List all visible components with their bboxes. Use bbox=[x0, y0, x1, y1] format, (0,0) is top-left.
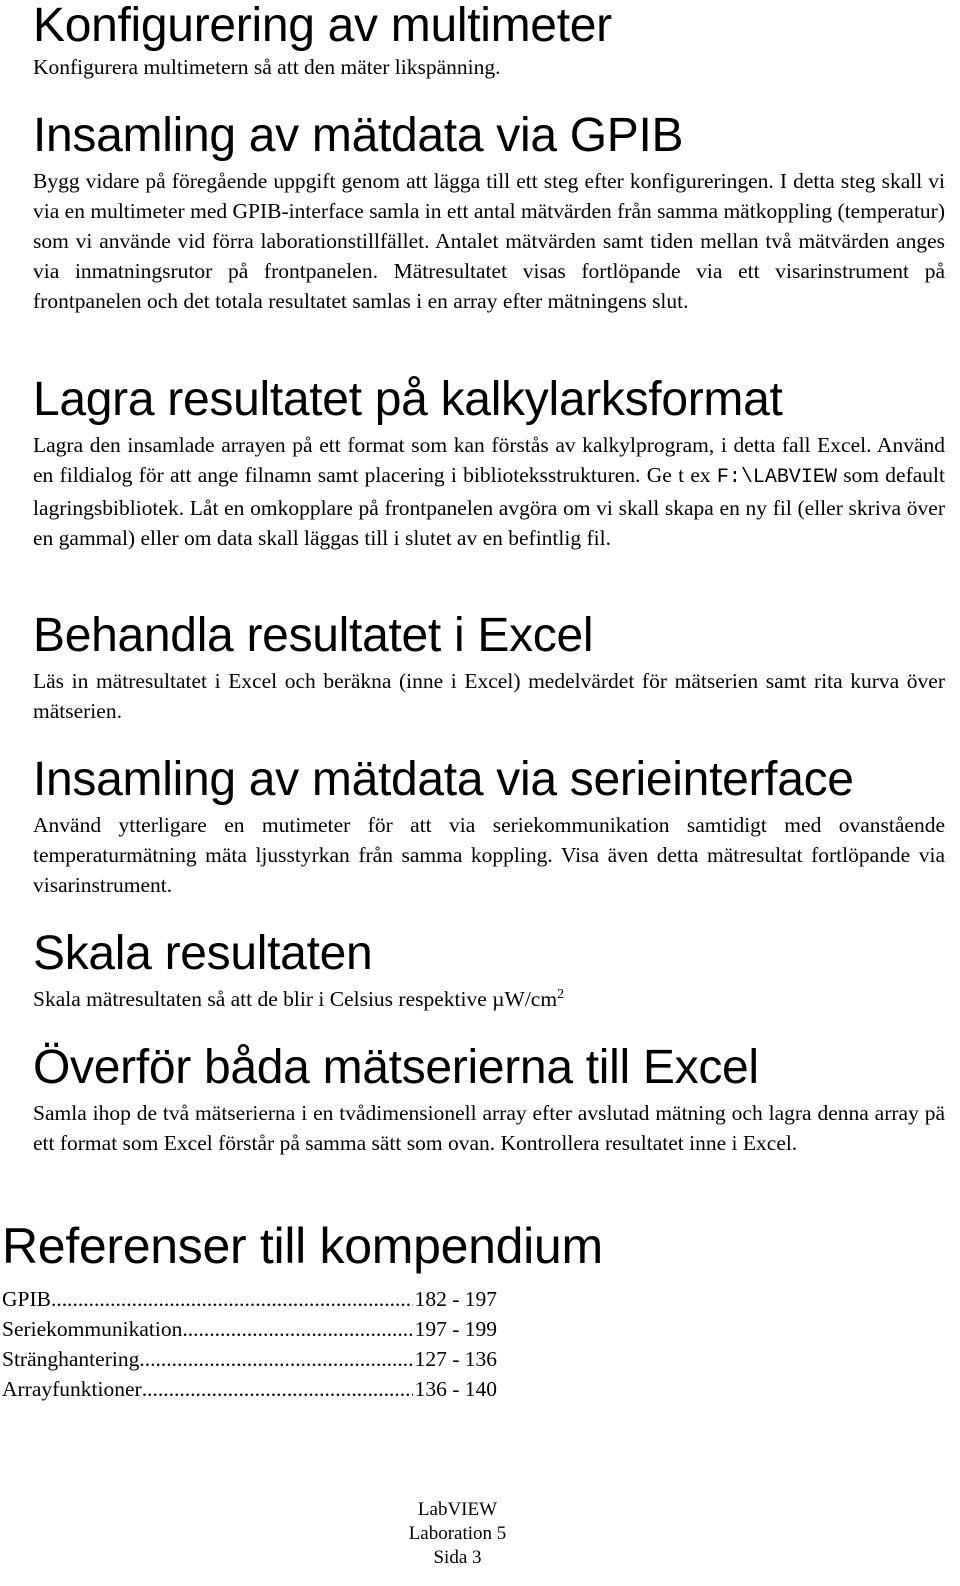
leader-dots bbox=[51, 1284, 413, 1314]
body-text: Skala mätresultaten så att de blir i Celsius respektive µW/cm bbox=[33, 987, 558, 1011]
footer-course: LabVIEW bbox=[417, 1499, 498, 1520]
body-text-before-path: Lagra den insamlade arrayen på ett format som kan förstås av kalkylprogram, i detta fall Excel. Använd en fildialog för att ange filnamn samt placering i biblioteksstrukturen. Ge t ex bbox=[33, 433, 945, 487]
leader-dots bbox=[142, 1374, 413, 1404]
reference-pages: 127 - 136 bbox=[414, 1347, 497, 1371]
reference-row-gpib bbox=[2, 1284, 497, 1314]
section-process-excel bbox=[33, 610, 945, 726]
body-text-after-path: som default lagringsbibliotek. Låt en omkopplare på frontpanelen avgöra om vi skall skapa en ny fil (eller skriva över en gammal) eller om data skall läggas till i slutet av en befintlig fil. bbox=[33, 463, 945, 550]
references-list bbox=[2, 1284, 942, 1404]
section-body: Bygg vidare på föregående uppgift genom att lägga till ett steg efter konfigureringen. I detta steg skall vi via en multimeter med GPIB-interface samla in ett antal mätvärden från samma mätkoppling (temperatur) som vi använde vid förra laborationstillfället. Antalet mätvärden samt tiden mellan två mätvärden anges via inmatningsrutor på frontpanelen. Mätresultatet visas fortlöpande via ett visarinstrument på frontpanelen och det totala resultatet samlas i en array efter mätningens slut. bbox=[33, 169, 945, 313]
section-heading: Behandla resultatet i Excel bbox=[33, 609, 594, 662]
references-section bbox=[2, 1218, 942, 1404]
reference-row-strings bbox=[2, 1344, 497, 1374]
section-body: Samla ihop de två mätserierna i en tvådimensionell array efter avslutad mätning och lagra denna array pä ett format som Excel förstår på samma sätt som ovan. Kontrollera resultatet inne i Excel. bbox=[33, 1101, 945, 1155]
leader-dots bbox=[182, 1314, 412, 1344]
default-path-code: F:\LABVIEW bbox=[716, 466, 837, 489]
section-heading: Överför båda mätserierna till Excel bbox=[33, 1041, 759, 1094]
section-serial-acquisition bbox=[33, 754, 945, 900]
reference-row-serial bbox=[2, 1314, 497, 1344]
superscript: 2 bbox=[557, 986, 565, 1002]
section-gpib-acquisition bbox=[33, 110, 945, 316]
section-heading: Lagra resultatet på kalkylarksformat bbox=[33, 373, 783, 426]
section-heading: Konfigurering av multimeter bbox=[33, 0, 612, 52]
footer-lab: Laboration 5 bbox=[408, 1523, 507, 1544]
section-body: Läs in mätresultatet i Excel och beräkna (inne i Excel) medelvärdet för mätserien samt rita kurva över mätserien. bbox=[33, 669, 945, 723]
footer-page-number: Sida 3 bbox=[433, 1547, 482, 1568]
section-transfer-excel bbox=[33, 1042, 945, 1158]
section-body: Använd ytterligare en mutimeter för att via seriekommunikation samtidigt med ovanstående temperaturmätning mäta ljusstyrkan från samma koppling. Visa även detta mätresultat fortlöpande via visarinstrument. bbox=[33, 813, 945, 897]
section-heading: Insamling av mätdata via GPIB bbox=[33, 109, 684, 162]
reference-name: GPIB bbox=[2, 1287, 51, 1311]
reference-pages: 197 - 199 bbox=[414, 1317, 497, 1341]
leader-dots bbox=[139, 1344, 412, 1374]
reference-name: Arrayfunktioner bbox=[2, 1377, 142, 1401]
reference-name: Seriekommunikation bbox=[2, 1317, 183, 1341]
reference-row-arrays bbox=[2, 1374, 497, 1404]
references-heading: Referenser till kompendium bbox=[2, 1218, 603, 1274]
section-body bbox=[33, 984, 945, 1014]
reference-pages: 182 - 197 bbox=[414, 1287, 497, 1311]
page-footer bbox=[380, 1498, 535, 1570]
reference-pages: 136 - 140 bbox=[414, 1377, 497, 1401]
reference-name: Stränghantering bbox=[2, 1347, 140, 1371]
section-scale-results bbox=[33, 928, 945, 1014]
section-heading: Insamling av mätdata via serieinterface bbox=[33, 753, 854, 806]
section-store-spreadsheet bbox=[33, 374, 945, 553]
section-heading: Skala resultaten bbox=[33, 927, 373, 980]
section-body bbox=[33, 430, 945, 553]
section-body: Konfigurera multimetern så att den mäter likspänning. bbox=[33, 55, 501, 79]
section-configure-multimeter bbox=[33, 0, 945, 82]
